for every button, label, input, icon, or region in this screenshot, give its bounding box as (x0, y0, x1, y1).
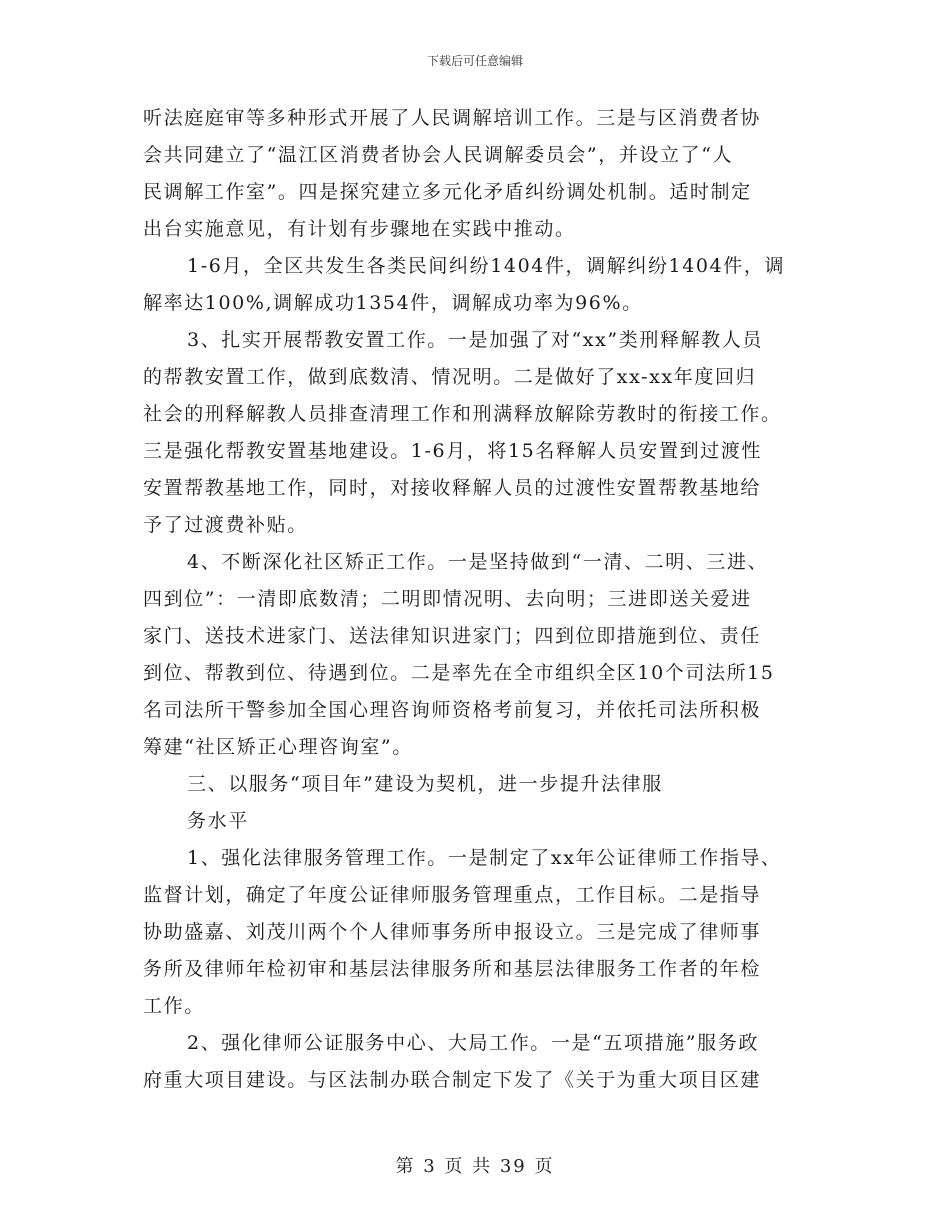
body-line: 出台实施意见，有计划有步骤地在实践中推动。 (143, 218, 576, 240)
body-line: 安置帮教基地工作，同时，对接收释解人员的过渡性安置帮教基地给 (143, 477, 762, 499)
body-line: 家门、送技术进家门、送法律知识进家门；四到位即措施到位、责任 (143, 625, 762, 647)
body-line: 社会的刑释解教人员排查清理工作和刑满释放解除劳教时的衔接工作。 (143, 403, 782, 425)
body-line: 监督计划，确定了年度公证律师服务管理重点，工作目标。二是指导 (143, 884, 762, 906)
body-line: 的帮教安置工作，做到底数清、情况明。二是做好了xx-xx年度回归 (143, 366, 757, 388)
body-line: 到位、帮教到位、待遇到位。二是率先在全市组织全区10个司法所15 (143, 662, 775, 684)
body-line: 解率达100%,调解成功1354件，调解成功率为96%。 (143, 292, 643, 314)
document-body (143, 100, 807, 1099)
body-line: 工作。 (143, 995, 205, 1017)
body-line: 会共同建立了“温江区消费者协会人民调解委员会”，并设立了“人 (143, 144, 734, 166)
section-heading-line: 三、以服务“项目年”建设为契机，进一步提升法律服 (187, 773, 663, 795)
paragraph-start-line: 4、不断深化社区矫正工作。一是坚持做到“一清、二明、三进、 (187, 551, 769, 573)
section-heading-line: 务水平 (187, 810, 249, 832)
body-line: 予了过渡费补贴。 (143, 514, 308, 536)
body-line: 名司法所干警参加全国心理咨询师资格考前复习，并依托司法所积极 (143, 699, 762, 721)
paragraph-start-line: 2、强化律师公证服务中心、大局工作。一是“五项措施”服务政 (187, 1032, 759, 1054)
body-line: 协助盛嘉、刘茂川两个个人律师事务所申报设立。三是完成了律师事 (143, 921, 762, 943)
body-line: 民调解工作室”。四是探究建立多元化矛盾纠纷调处机制。适时制定 (143, 181, 752, 203)
body-line: 务所及律师年检初审和基层法律服务所和基层法律服务工作者的年检 (143, 958, 762, 980)
paragraph-start-line: 1、强化法律服务管理工作。一是制定了xx年公证律师工作指导、 (187, 847, 782, 869)
body-line: 筹建“社区矫正心理咨询室”。 (143, 736, 413, 758)
body-line: 四到位”：一清即底数清；二明即情况明、去向明；三进即送关爱进 (143, 588, 752, 610)
body-line: 听法庭庭审等多种形式开展了人民调解培训工作。三是与区消费者协 (143, 107, 762, 129)
page-header: 下载后可任意编辑 (426, 54, 523, 68)
body-line: 三是强化帮教安置基地建设。1-6月，将15名释解人员安置到过渡性 (143, 440, 762, 462)
body-line: 府重大项目建设。与区法制办联合制定下发了《关于为重大项目区建 (143, 1069, 762, 1091)
page-number-footer: 第 3 页 共 39 页 (395, 1156, 555, 1177)
paragraph-start-line: 1-6月，全区共发生各类民间纠纷1404件，调解纠纷1404件，调 (187, 255, 786, 277)
paragraph-start-line: 3、扎实开展帮教安置工作。一是加强了对“xx”类刑释解教人员 (187, 329, 763, 351)
